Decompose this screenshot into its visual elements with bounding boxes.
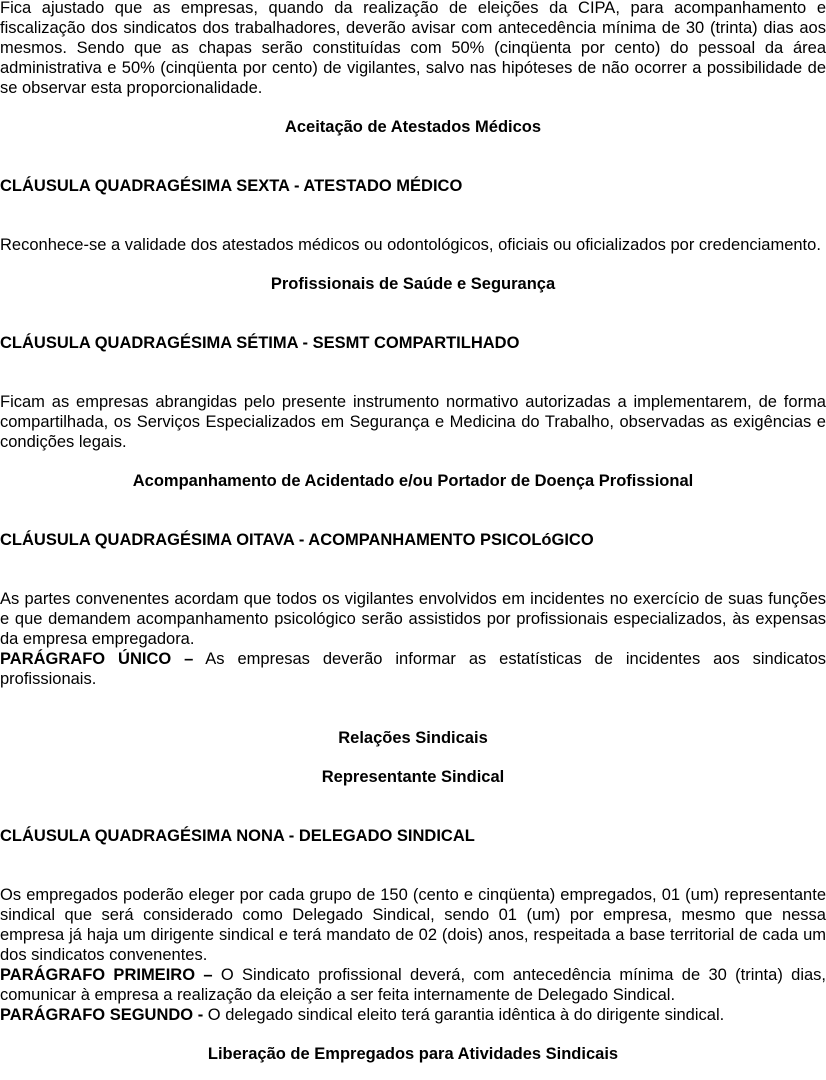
section-heading-psicologico: Acompanhamento de Acidentado e/ou Portador de Doença Profissional: [132, 472, 694, 490]
clause-title-47: CLÁUSULA QUADRAGÉSIMA SÉTIMA - SESMT COMPARTILHADO: [0, 334, 520, 352]
clause-body-49: Os empregados poderão eleger por cada grupo de 150 (cento e cinqüenta) empregados, 01 (um) representante sindical que será considerado como Delegado Sindical, sendo 01 (um) por empresa, mesmo que nessa empresa já haja um dirigente sindical e terá mandato de 02 (dois) anos, respeitada a base territorial de cada um dos sindicatos convenentes.: [0, 886, 826, 964]
clause-body-48: As partes convenentes acordam que todos os vigilantes envolvidos em incidentes no exercício de suas funções e que demandem acompanhamento psicológico serão assistidos por profissionais especializados, às expensas da empresa empregadora.: [0, 590, 826, 648]
paragraph-unico-text: As empresas deverão informar as estatísticas de incidentes aos sindicatos profissionais.: [0, 650, 826, 688]
paragraph-unico: [0, 649, 826, 689]
clause-body-46: Reconhece-se a validade dos atestados médicos ou odontológicos, oficiais ou oficializados por credenciamento.: [0, 236, 821, 254]
group-heading-relacoes: Relações Sindicais: [338, 729, 488, 747]
paragraph-primeiro-text: O Sindicato profissional deverá, com antecedência mínima de 30 (trinta) dias, comunicar à empresa a realização da eleição a ser feita internamente de Delegado Sindical.: [0, 966, 826, 1004]
clause-body-47: Ficam as empresas abrangidas pelo presente instrumento normativo autorizadas a implementarem, de forma compartilhada, os Serviços Especializados em Segurança e Medicina do Trabalho, observadas as exigências e condições legais.: [0, 393, 826, 451]
section-heading-representante: Representante Sindical: [321, 768, 505, 786]
clause-title-46: CLÁUSULA QUADRAGÉSIMA SEXTA - ATESTADO MÉDICO: [0, 177, 463, 195]
section-heading-liberacao: Liberação de Empregados para Atividades Sindicais: [207, 1045, 619, 1063]
paragraph-segundo-label: PARÁGRAFO SEGUNDO -: [0, 1006, 204, 1024]
paragraph-primeiro: [0, 965, 826, 1005]
paragraph-segundo: [0, 1005, 826, 1025]
paragraph-segundo-text: O delegado sindical eleito terá garantia idêntica à do dirigente sindical.: [203, 1006, 725, 1024]
paragraph-primeiro-label: PARÁGRAFO PRIMEIRO –: [0, 966, 213, 984]
section-heading-atestados: Aceitação de Atestados Médicos: [284, 118, 542, 136]
paragraph-unico-label: PARÁGRAFO ÚNICO –: [0, 650, 194, 668]
clause-title-49: CLÁUSULA QUADRAGÉSIMA NONA - DELEGADO SINDICAL: [0, 827, 475, 845]
section-heading-sesmt: Profissionais de Saúde e Segurança: [270, 275, 556, 293]
clause-title-48: CLÁUSULA QUADRAGÉSIMA OITAVA - ACOMPANHAMENTO PSICOLóGICO: [0, 531, 594, 549]
intro-paragraph: Fica ajustado que as empresas, quando da realização de eleições da CIPA, para acompanhamento e fiscalização dos sindicatos dos trabalhadores, deverão avisar com antecedência mínima de 30 (trinta) dias aos mesmos. Sendo que as chapas serão constituídas com 50% (cinqüenta por cento) do pessoal da área administrativa e 50% (cinqüenta por cento) de vigilantes, salvo nas hipóteses de não ocorrer a possibilidade de se observar esta proporcionalidade.: [0, 0, 826, 97]
